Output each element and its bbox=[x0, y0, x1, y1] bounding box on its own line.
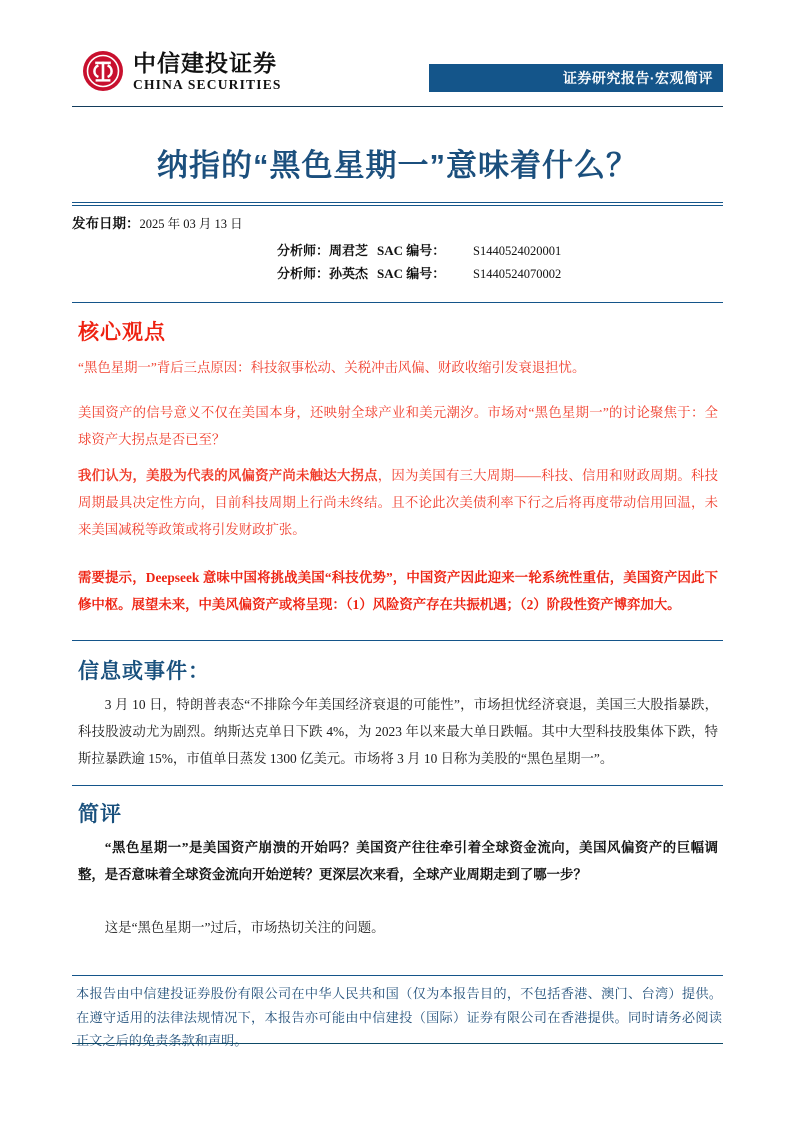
comment-paragraph-2: 这是“黑色星期一”过后，市场热切关注的问题。 bbox=[104, 920, 385, 935]
page-title: 纳指的“黑色星期一”意味着什么？ bbox=[157, 148, 638, 183]
page-header bbox=[72, 46, 723, 102]
report-meta bbox=[72, 214, 723, 285]
logo-name-cn: 中信建投证券 bbox=[133, 49, 277, 76]
core-paragraph-3-bold: 我们认为，美股为代表的风偏资产尚未触达大拐点 bbox=[78, 468, 378, 483]
event-section-heading: 信息或事件： bbox=[78, 660, 210, 683]
report-type-banner bbox=[429, 64, 723, 92]
footer-disclaimer: 本报告由中信建投证券股份有限公司在中华人民共和国（仅为本报告目的，不包括香港、澳门、台湾）提供。在遵守适用的法律法规情况下，本报告亦可能由中信建投（国际）证券有限公司在香港提供。同时请务必阅读正文之后的免责条款和声明。 bbox=[76, 986, 722, 1048]
publish-date-label: 发布日期： bbox=[72, 216, 140, 231]
analyst-row bbox=[277, 240, 723, 263]
logo-wordmark bbox=[133, 51, 282, 92]
comment-section-heading: 简评 bbox=[78, 803, 122, 826]
analyst-name: 分析师：周君芝 bbox=[277, 243, 369, 259]
title-divider bbox=[72, 202, 723, 206]
footer-bottom-divider bbox=[72, 1043, 723, 1044]
comment-section-divider bbox=[72, 785, 723, 786]
core-section-heading: 核心观点 bbox=[78, 321, 166, 344]
header-divider bbox=[72, 106, 723, 107]
core-section-divider bbox=[72, 302, 723, 303]
publish-date-value: 2025 年 03 月 13 日 bbox=[139, 217, 243, 231]
analyst-sac-label: SAC 编号： bbox=[377, 243, 446, 259]
core-paragraph-1: “黑色星期一”背后三点原因：科技叙事松动、关税冲击风偏、财政收缩引发衰退担忧。 bbox=[78, 360, 586, 375]
analyst-row bbox=[277, 263, 723, 286]
comment-paragraph-1: “黑色星期一”是美国资产崩溃的开始吗？美国资产往往牵引着全球资金流向，美国风偏资产的巨幅调整，是否意味着全球资金流向开始逆转？更深层次来看，全球产业周期走到了哪一步？ bbox=[78, 840, 718, 882]
analyst-list bbox=[72, 240, 723, 285]
publish-date bbox=[72, 214, 723, 234]
core-paragraph-2: 美国资产的信号意义不仅在美国本身，还映射全球产业和美元潮汐。市场对“黑色星期一”的讨论聚焦于：全球资产大拐点是否已至？ bbox=[78, 405, 718, 447]
report-type-label: 证券研究报告·宏观简评 bbox=[562, 70, 713, 86]
analyst-sac-number: S1440524070002 bbox=[473, 266, 562, 281]
analyst-name: 分析师：孙英杰 bbox=[277, 265, 369, 281]
analyst-sac-label: SAC 编号： bbox=[377, 265, 446, 281]
core-paragraph-4: 需要提示，Deepseek 意味中国将挑战美国“科技优势”，中国资产因此迎来一轮系统性重估，美国资产因此下修中枢。展望未来，中美风偏资产或将呈现：（1）风险资产存在共振机遇；（2）阶段性资产博弈加大。 bbox=[78, 570, 718, 612]
event-section-divider bbox=[72, 640, 723, 641]
core-paragraph-3 bbox=[78, 463, 718, 543]
citic-emblem-icon bbox=[82, 50, 124, 92]
logo-name-en: CHINA SECURITIES bbox=[133, 76, 282, 92]
footer-top-divider bbox=[72, 975, 723, 976]
event-paragraph: 3 月 10 日，特朗普表态“不排除今年美国经济衰退的可能性”，市场担忧经济衰退，美国三大股指暴跌，科技股波动尤为剧烈。纳斯达克单日下跌 4%，为 2023 年以来最大单日跌幅。其中大型科技股集体下跌，特斯拉暴跌逾 15%，市值单日蒸发 1300 亿美元。市场将 3 月 10 日称为美股的“黑色星期一”。 bbox=[78, 697, 718, 766]
analyst-sac-number: S1440524020001 bbox=[473, 244, 562, 259]
core-paragraph-3-rest: ，因为美国有三大周期——科技、信用和财政周期。科技周期最具决定性方向，目前科技周期上行尚未终结。且不论此次美债利率下行之后将再度带动信用回温，未来美国减税等政策或将引发财政扩张。 bbox=[78, 468, 718, 537]
company-logo bbox=[82, 50, 282, 92]
